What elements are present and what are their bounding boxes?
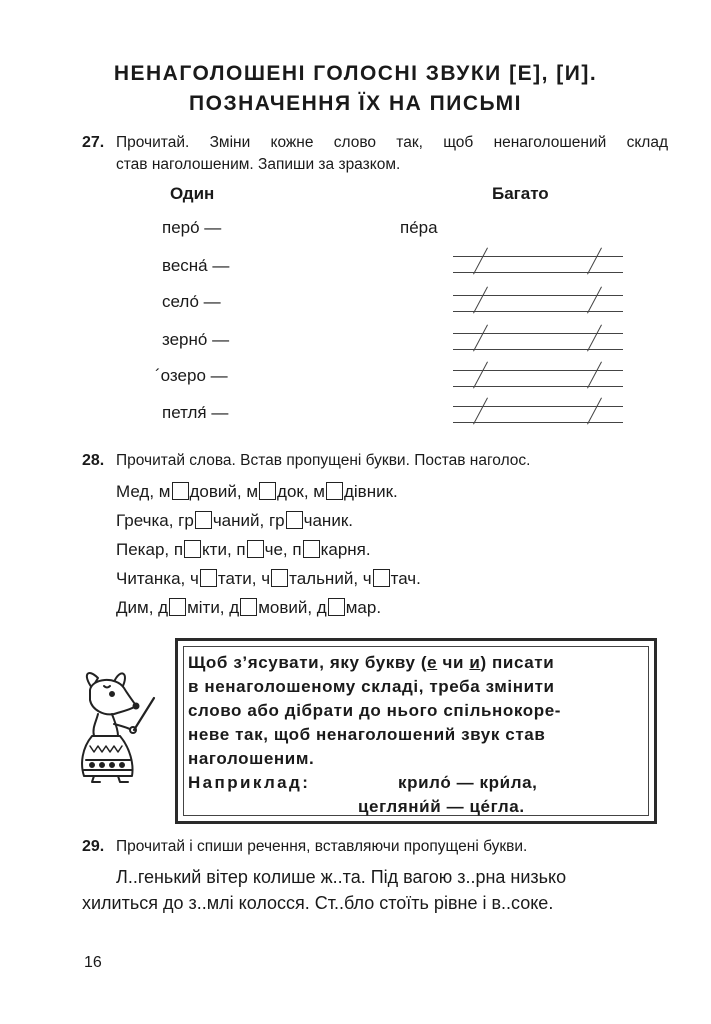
blank-box[interactable] [247,540,264,558]
exercise-line: Гречка, гр чаний, гр чаник. [116,511,353,530]
rule-text-line: слово або дібрати до нього спільнокоре- [188,701,562,720]
exercise-line: Читанка, ч тати, ч тальний, ч тач. [116,569,421,588]
blank-box[interactable] [259,482,276,500]
blank-box[interactable] [195,511,212,529]
blank-box[interactable] [328,598,345,616]
exercise-line: Мед, м довий, м док, м дівник. [116,482,398,501]
exercise-line: Дим, д міти, д мовий, д мар. [116,598,382,617]
task-27-instruction-line-1: Прочитай. Зміни кожне слово так, щоб ненаголошений склад [116,134,668,151]
rule-text-line: неве так, щоб ненаголошений звук став [188,725,546,744]
task-27-instruction-line-2: став наголошеним. Запиши за зразком. [116,156,401,173]
blank-box[interactable] [326,482,343,500]
mouse-teacher-illustration [74,668,162,786]
example-answer: пе́ра [400,218,438,237]
page-number: 16 [84,954,102,971]
rule-text-line: Щоб з’ясувати, яку букву (е чи и) писати [188,653,555,672]
rule-example-label: Наприклад: [188,773,311,792]
task-29-instruction: Прочитай і спиши речення, вставляючи пропущені букви. [116,838,528,855]
blank-box[interactable] [169,598,186,616]
rule-example-2: цегляни́й — це́гла. [358,797,525,816]
blank-box[interactable] [172,482,189,500]
task-29-text-line-2: хилиться до з..млі колосся. Ст..бло стоїть рівне і в..соке. [82,893,554,913]
column-heading-one: Один [170,184,215,203]
word-item: петля́ — [162,403,229,422]
task-29-number: 29. [82,838,105,855]
task-27-number: 27. [82,134,105,151]
page-title-line-1: НЕНАГОЛОШЕНІ ГОЛОСНІ ЗВУКИ [Е], [И]. [113,62,598,85]
task-29-text-line-1: Л..генький вітер колише ж..та. Під вагою з..рна низько [116,867,567,887]
blank-box[interactable] [200,569,217,587]
rule-example-1: крило́ — кри́ла, [398,773,538,792]
blank-box[interactable] [286,511,303,529]
task-28-number: 28. [82,452,105,469]
blank-box[interactable] [184,540,201,558]
word-item: весна́ — [162,256,230,275]
word-item: село́ — [162,292,221,311]
rule-text-line: в ненаголошеному складі, треба змінити [188,677,555,696]
blank-box[interactable] [271,569,288,587]
blank-box[interactable] [373,569,390,587]
word-item: перо́ — [162,218,222,237]
word-item: ´озеро — [155,366,228,385]
task-28-instruction: Прочитай слова. Встав пропущені букви. Постав наголос. [116,452,531,469]
rule-text-line: наголошеним. [188,749,315,768]
blank-box[interactable] [240,598,257,616]
blank-box[interactable] [303,540,320,558]
column-heading-many: Багато [492,184,549,203]
exercise-line: Пекар, п кти, п че, п карня. [116,540,371,559]
word-item: зерно́ — [162,330,230,349]
page-title-line-2: ПОЗНАЧЕННЯ ЇХ НА ПИСЬМІ [189,92,522,115]
